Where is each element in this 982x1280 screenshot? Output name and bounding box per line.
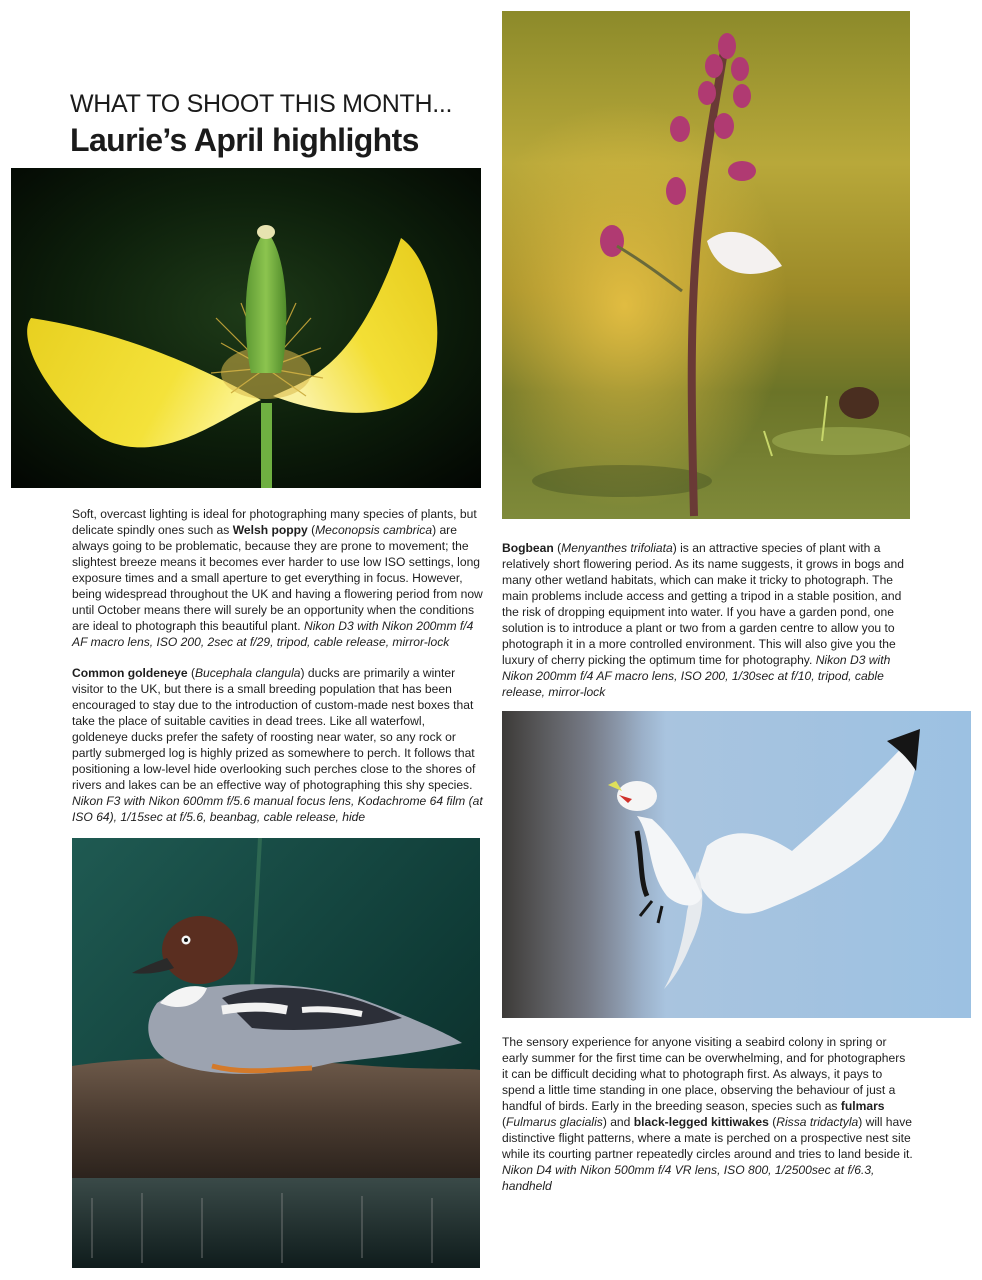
poppy-lead: Soft, overcast lighting is ideal for photographing many species of plants, but delicate spindly ones such as [72, 507, 477, 537]
welsh-poppy-text [72, 506, 484, 825]
kittiwakes-name: black-legged kittiwakes [633, 1115, 769, 1129]
seabird-text [502, 1034, 914, 1194]
fulmars-paren: ( [502, 1115, 507, 1129]
poppy-body: ) are always going to be problematic, because they are prone to movement; the slightest breeze means it becomes ever harder to use low ISO settings, long exposure times and a small aperture to get everything in focus. However, being widespread throughout the UK and having a flowering period from now until October means there will surely be an opportunity when the conditions are ideal to photograph this beautiful plant. [72, 523, 483, 633]
poppy-caption: Nikon D3 with Nikon 200mm f/4 AF macro lens, ISO 200, 2sec at f/29, tripod, cable release, mirror-lock [72, 619, 474, 649]
seabird-body: ) will have distinctive flight patterns, where a mate is perched on a prospective nest site while its courting partner repeatedly circles around and tries to land beside it. [502, 1115, 913, 1161]
poppy-paren: ( [307, 523, 316, 537]
bogbean-photo [502, 11, 910, 519]
goldeneye-text [72, 665, 484, 825]
goldeneye-name: Common goldeneye [72, 666, 188, 680]
section-kicker: WHAT TO SHOOT THIS MONTH... [70, 90, 453, 118]
bogbean-paren: ( [553, 541, 562, 555]
kittiwake-photo [502, 711, 971, 1018]
bogbean-caption: Nikon D3 with Nikon 200mm f/4 AF macro lens, ISO 200, 1/30sec at f/10, tripod, cable release, mirror-lock [502, 653, 891, 699]
bogbean-body: ) is an attractive species of plant with a relatively short flowering period. As its name suggests, it grows in bogs and many other wetland habitats, which can make it tricky to photograph. The main problems include access and getting a tripod in a stable position, and the risk of dropping equipment into water. If you have a garden pond, one solution is to introduce a plant or two from a garden centre to allow you to photograph it in a more controlled environment. This will also give you the luxury of cherry picking the optimum time for photography. [502, 541, 904, 667]
bogbean-latin: Menyanthes trifoliata [561, 541, 673, 555]
poppy-name: Welsh poppy [232, 523, 308, 537]
kittiwakes-latin: Rissa tridactyla [776, 1115, 859, 1129]
kittiwakes-paren: ( [768, 1115, 777, 1129]
fulmars-name: fulmars [840, 1099, 885, 1113]
bogbean-name: Bogbean [502, 541, 554, 555]
bogbean-text [502, 540, 912, 700]
fulmars-latin: Fulmarus glacialis [506, 1115, 603, 1129]
seabird-lead: The sensory experience for anyone visiting a seabird colony in spring or early summer for the first time can be overwhelming, and for photographers it can be difficult deciding what to photograph first. As always, it pays to spend a little time standing in one place, observing the behaviour of just a handful of birds. Early in the breeding season, species such as [502, 1035, 906, 1113]
goldeneye-latin: Bucephala clangula [194, 666, 301, 680]
welsh-poppy-photo [11, 168, 481, 488]
page-title: Laurie’s April highlights [70, 122, 419, 158]
goldeneye-photo [72, 838, 480, 1268]
seabird-caption: Nikon D4 with Nikon 500mm f/4 VR lens, ISO 800, 1/2500sec at f/6.3, handheld [502, 1163, 875, 1193]
goldeneye-body: ) ducks are primarily a winter visitor to the UK, but there is a small breeding population that has been encouraged to stay due to the introduction of custom-made nest boxes that take the place of suitable cavities in dead trees. Like all waterfowl, goldeneye ducks prefer the safety of roosting near water, so any rock or partly submerged log is highly prized as somewhere to perch. It follows that positioning a low-level hide overlooking such perches close to the shores of rivers and lakes can be an effective way of photographing this shy species. [72, 666, 476, 792]
goldeneye-caption: Nikon F3 with Nikon 600mm f/5.6 manual focus lens, Kodachrome 64 film (at ISO 64), 1/15sec at f/5.6, beanbag, cable release, hide [72, 794, 483, 824]
poppy-latin: Meconopsis cambrica [315, 523, 433, 537]
seabird-mid: ) and [602, 1115, 634, 1129]
goldeneye-paren: ( [187, 666, 195, 680]
